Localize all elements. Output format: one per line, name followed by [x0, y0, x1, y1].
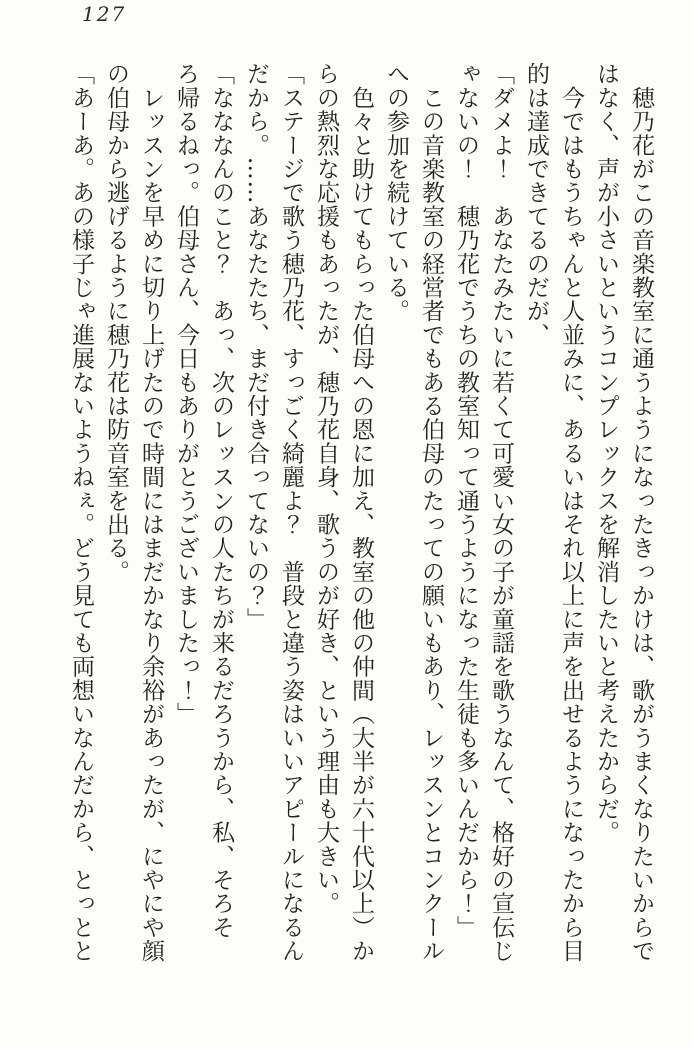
text-line: 「あーあ。あの様子じゃ進展ないようねぇ。どう見ても両想いなんだから、とっとと: [68, 62, 94, 963]
text-line: 的は達成できてるのだが、: [523, 62, 549, 347]
text-line: レッスンを早めに切り上げたので時間にはまだかなり余裕があったが、にやにや顔: [138, 62, 164, 963]
text-line: ろ帰るねっ。伯母さん、今日もありがとうございましたっ！」: [173, 62, 199, 726]
vertical-text-area: [63, 62, 658, 967]
text-line: 「なななんのこと？ あっ、次のレッスンの人たちが来るだろうから、私、そろそ: [208, 62, 234, 939]
text-line: 「ダメよ！ あなたみたいに若くて可愛い女の子が童謡を歌うなんて、格好の宣伝じ: [488, 62, 514, 963]
page-number: 127: [82, 2, 127, 26]
text-line: 色々と助けてもらった伯母への恩に加え、教室の他の仲間（大半が六十代以上）か: [348, 62, 374, 963]
text-line: への参加を続けている。: [383, 62, 409, 323]
text-line: らの熱烈な応援もあったが、穂乃花自身、歌うのが好き、という理由も大きい。: [313, 62, 339, 916]
text-line: ゃないの！ 穂乃花でうちの教室知って通うようになった生徒も多いんだから！」: [453, 62, 479, 939]
text-line: 穂乃花がこの音楽教室に通うようになったきっかけは、歌がうまくなりたいからで: [628, 62, 654, 963]
text-line: だから。……あなたたち、まだ付き合ってないの？」: [243, 62, 269, 631]
text-line: の伯母から逃げるように穂乃花は防音室を出る。: [103, 62, 129, 584]
text-line: はなく、声が小さいというコンプレックスを解消したいと考えたからだ。: [593, 62, 619, 845]
text-line: この音楽教室の経営者でもある伯母のたっての願いもあり、レッスンとコンクール: [418, 62, 444, 963]
text-line: 「ステージで歌う穂乃花、すっごく綺麗よ？ 普段と違う姿はいいアピールになるん: [278, 62, 304, 963]
text-line: 今ではもうちゃんと人並みに、あるいはそれ以上に声を出せるようになったから目: [558, 62, 584, 963]
